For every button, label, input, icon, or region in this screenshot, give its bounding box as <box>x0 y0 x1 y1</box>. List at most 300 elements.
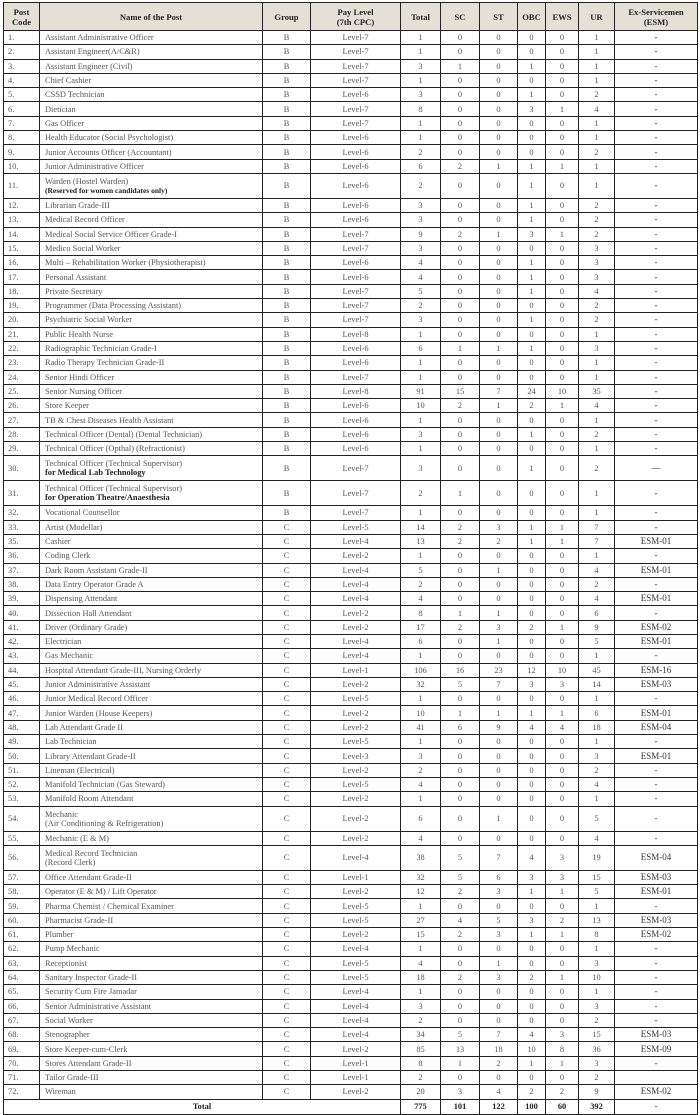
cell-obc: 1 <box>518 885 546 899</box>
cell-ur: 4 <box>579 284 615 298</box>
cell-post-code: 54. <box>4 806 40 831</box>
post-name-text: Dietician <box>45 104 76 114</box>
total-st: 122 <box>480 1099 518 1114</box>
table-row <box>4 284 698 298</box>
cell-obc: 3 <box>518 870 546 884</box>
cell-sc: 0 <box>441 806 480 831</box>
table-row <box>4 620 698 634</box>
cell-post-code: 49. <box>4 735 40 749</box>
cell-sc: 0 <box>441 985 480 999</box>
post-name-subtitle: for Operation Theatre/Anaesthesia <box>45 493 170 503</box>
cell-post-code: 71. <box>4 1071 40 1085</box>
cell-esm: - <box>615 270 698 284</box>
cell-post-code: 55. <box>4 831 40 845</box>
cell-st: 0 <box>480 999 518 1013</box>
cell-esm: - <box>615 792 698 806</box>
cell-post-name <box>40 999 263 1013</box>
cell-post-code: 4. <box>4 73 40 87</box>
cell-pay-level: Level-6 <box>311 173 401 198</box>
cell-ur: 1 <box>579 735 615 749</box>
post-name-text: Receptionist <box>45 958 87 968</box>
cell-pay-level: Level-2 <box>311 677 401 691</box>
table-row <box>4 256 698 270</box>
cell-esm: - <box>615 341 698 355</box>
cell-obc: 1 <box>518 427 546 441</box>
cell-pay-level: Level-7 <box>311 241 401 255</box>
cell-pay-level: Level-6 <box>311 159 401 173</box>
post-name-text: Senior Hindi Officer <box>45 372 115 382</box>
cell-ur: 1 <box>579 506 615 520</box>
cell-obc: 2 <box>518 970 546 984</box>
table-row <box>4 706 698 720</box>
cell-pay-level: Level-4 <box>311 845 401 870</box>
cell-post-name <box>40 198 263 212</box>
header-group: Group <box>263 3 311 31</box>
cell-sc: 0 <box>441 831 480 845</box>
cell-post-name <box>40 649 263 663</box>
cell-st: 0 <box>480 1013 518 1027</box>
table-row <box>4 942 698 956</box>
cell-ur: 1 <box>579 899 615 913</box>
cell-group: B <box>263 399 311 413</box>
cell-total: 4 <box>401 592 441 606</box>
table-row <box>4 399 698 413</box>
cell-st: 1 <box>480 227 518 241</box>
post-name-subtitle: for Medical Lab Technology <box>45 468 146 478</box>
cell-obc: 0 <box>518 999 546 1013</box>
cell-esm: - <box>615 327 698 341</box>
cell-esm: - <box>615 313 698 327</box>
cell-ur: 1 <box>579 649 615 663</box>
post-name-text: Multi – Rehabilitation Worker (Physiotherapist) <box>45 258 206 268</box>
cell-group: B <box>263 227 311 241</box>
cell-pay-level: Level-4 <box>311 1028 401 1042</box>
cell-obc: 0 <box>518 131 546 145</box>
cell-st: 0 <box>480 985 518 999</box>
table-row <box>4 413 698 427</box>
post-name-text: Librarian Grade-III <box>45 201 110 211</box>
post-name-subtitle: (Reserved for women candidates only) <box>45 185 168 195</box>
cell-ur: 2 <box>579 198 615 212</box>
cell-ur: 3 <box>579 999 615 1013</box>
cell-group: B <box>263 173 311 198</box>
cell-pay-level: Level-2 <box>311 720 401 734</box>
cell-group: C <box>263 720 311 734</box>
cell-st: 0 <box>480 59 518 73</box>
cell-ur: 1 <box>579 370 615 384</box>
cell-ews: 0 <box>546 131 579 145</box>
cell-ur: 4 <box>579 592 615 606</box>
cell-esm: ESM-03 <box>615 1028 698 1042</box>
table-row <box>4 145 698 159</box>
cell-post-name <box>40 327 263 341</box>
post-name-text: Medical Social Service Officer Grade-I <box>45 229 177 239</box>
cell-post-name <box>40 45 263 59</box>
table-row <box>4 506 698 520</box>
cell-ews: 1 <box>546 520 579 534</box>
cell-total: 41 <box>401 720 441 734</box>
cell-ur: 15 <box>579 870 615 884</box>
cell-group: B <box>263 427 311 441</box>
cell-pay-level: Level-7 <box>311 299 401 313</box>
cell-total: 2 <box>401 481 441 506</box>
cell-st: 3 <box>480 885 518 899</box>
cell-post-name <box>40 620 263 634</box>
cell-ur: 2 <box>579 577 615 591</box>
cell-post-name <box>40 481 263 506</box>
cell-ews: 0 <box>546 145 579 159</box>
cell-group: C <box>263 1028 311 1042</box>
cell-esm: ESM-04 <box>615 845 698 870</box>
cell-group: B <box>263 131 311 145</box>
cell-obc: 0 <box>518 241 546 255</box>
cell-esm: ESM-03 <box>615 913 698 927</box>
cell-ur: 35 <box>579 384 615 398</box>
cell-st: 0 <box>480 45 518 59</box>
cell-esm: ESM-02 <box>615 1085 698 1099</box>
cell-ews: 8 <box>546 1042 579 1056</box>
cell-st: 0 <box>480 735 518 749</box>
cell-total: 14 <box>401 520 441 534</box>
cell-sc: 0 <box>441 45 480 59</box>
cell-group: C <box>263 777 311 791</box>
cell-total: 85 <box>401 1042 441 1056</box>
cell-sc: 3 <box>441 1085 480 1099</box>
cell-pay-level: Level-2 <box>311 1042 401 1056</box>
cell-group: B <box>263 270 311 284</box>
cell-sc: 2 <box>441 520 480 534</box>
cell-pay-level: Level-5 <box>311 956 401 970</box>
cell-total: 1 <box>401 442 441 456</box>
cell-total: 1 <box>401 327 441 341</box>
cell-group: B <box>263 481 311 506</box>
cell-obc: 1 <box>518 520 546 534</box>
cell-st: 4 <box>480 1085 518 1099</box>
cell-pay-level: Level-2 <box>311 606 401 620</box>
table-row <box>4 749 698 763</box>
post-name-text: Medico Social Worker <box>45 244 121 253</box>
cell-post-code: 50. <box>4 749 40 763</box>
cell-st: 1 <box>480 956 518 970</box>
cell-post-name <box>40 59 263 73</box>
cell-post-name <box>40 777 263 791</box>
cell-sc: 16 <box>441 663 480 677</box>
cell-total: 1 <box>401 792 441 806</box>
cell-ur: 2 <box>579 88 615 102</box>
cell-ews: 0 <box>546 256 579 270</box>
cell-total: 91 <box>401 384 441 398</box>
cell-total: 2 <box>401 763 441 777</box>
cell-post-code: 18. <box>4 284 40 298</box>
table-row <box>4 899 698 913</box>
cell-st: 0 <box>480 942 518 956</box>
cell-pay-level: Level-4 <box>311 985 401 999</box>
cell-total: 1 <box>401 692 441 706</box>
cell-obc: 1 <box>518 256 546 270</box>
cell-ur: 1 <box>579 481 615 506</box>
cell-esm: ESM-01 <box>615 885 698 899</box>
table-row <box>4 481 698 506</box>
cell-ews: 4 <box>546 720 579 734</box>
cell-esm: - <box>615 213 698 227</box>
cell-esm: ESM-02 <box>615 620 698 634</box>
cell-obc: 0 <box>518 606 546 620</box>
cell-group: C <box>263 942 311 956</box>
cell-post-name <box>40 506 263 520</box>
cell-total: 4 <box>401 956 441 970</box>
cell-post-name <box>40 213 263 227</box>
cell-group: C <box>263 870 311 884</box>
cell-obc: 3 <box>518 913 546 927</box>
post-name-subtitle: (Air Conditioning & Refrigeration) <box>45 818 164 828</box>
cell-ur: 6 <box>579 706 615 720</box>
cell-ur: 1 <box>579 73 615 87</box>
cell-pay-level: Level-4 <box>311 592 401 606</box>
cell-ews: 0 <box>546 427 579 441</box>
cell-st: 0 <box>480 299 518 313</box>
cell-post-code: 20. <box>4 313 40 327</box>
cell-post-name <box>40 806 263 831</box>
cell-post-name <box>40 913 263 927</box>
cell-ur: 9 <box>579 1085 615 1099</box>
cell-total: 10 <box>401 399 441 413</box>
cell-pay-level: Level-7 <box>311 116 401 130</box>
cell-pay-level: Level-7 <box>311 506 401 520</box>
cell-st: 2 <box>480 1056 518 1070</box>
cell-ews: 0 <box>546 735 579 749</box>
table-row <box>4 313 698 327</box>
cell-ews: 0 <box>546 341 579 355</box>
cell-ur: 4 <box>579 102 615 116</box>
cell-group: C <box>263 592 311 606</box>
cell-total: 2 <box>401 577 441 591</box>
cell-total: 3 <box>401 88 441 102</box>
cell-ews: 2 <box>546 913 579 927</box>
cell-esm: ESM-09 <box>615 1042 698 1056</box>
cell-esm: - <box>615 131 698 145</box>
cell-post-name <box>40 145 263 159</box>
cell-esm: - <box>615 985 698 999</box>
cell-group: B <box>263 116 311 130</box>
table-row <box>4 677 698 691</box>
cell-ews: 0 <box>546 506 579 520</box>
cell-obc: 1 <box>518 173 546 198</box>
cell-sc: 0 <box>441 999 480 1013</box>
cell-ews: 0 <box>546 956 579 970</box>
cell-total: 3 <box>401 999 441 1013</box>
cell-total: 4 <box>401 256 441 270</box>
cell-sc: 0 <box>441 427 480 441</box>
cell-ur: 9 <box>579 620 615 634</box>
cell-group: C <box>263 845 311 870</box>
cell-esm: - <box>615 831 698 845</box>
cell-group: C <box>263 606 311 620</box>
cell-ews: 0 <box>546 59 579 73</box>
cell-total: 6 <box>401 634 441 648</box>
cell-obc: 0 <box>518 506 546 520</box>
cell-esm: - <box>615 777 698 791</box>
cell-sc: 0 <box>441 31 480 45</box>
cell-ews: 1 <box>546 102 579 116</box>
cell-post-name <box>40 241 263 255</box>
cell-sc: 0 <box>441 634 480 648</box>
cell-ur: 3 <box>579 749 615 763</box>
table-row <box>4 356 698 370</box>
table-row <box>4 577 698 591</box>
cell-pay-level: Level-6 <box>311 341 401 355</box>
cell-obc: 1 <box>518 213 546 227</box>
cell-ur: 1 <box>579 45 615 59</box>
cell-obc: 0 <box>518 370 546 384</box>
cell-obc: 0 <box>518 1071 546 1085</box>
cell-obc: 3 <box>518 227 546 241</box>
cell-group: B <box>263 384 311 398</box>
cell-total: 13 <box>401 534 441 548</box>
cell-group: B <box>263 59 311 73</box>
cell-post-name <box>40 592 263 606</box>
cell-ews: 0 <box>546 792 579 806</box>
cell-ur: 2 <box>579 1071 615 1085</box>
cell-sc: 0 <box>441 88 480 102</box>
cell-total: 3 <box>401 59 441 73</box>
cell-st: 0 <box>480 131 518 145</box>
cell-post-name <box>40 520 263 534</box>
cell-post-name <box>40 792 263 806</box>
cell-post-code: 72. <box>4 1085 40 1099</box>
cell-group: C <box>263 663 311 677</box>
cell-post-name <box>40 456 263 481</box>
cell-post-code: 22. <box>4 341 40 355</box>
cell-sc: 0 <box>441 256 480 270</box>
cell-ur: 1 <box>579 442 615 456</box>
cell-ews: 0 <box>546 456 579 481</box>
cell-ur: 2 <box>579 456 615 481</box>
cell-sc: 15 <box>441 384 480 398</box>
cell-obc: 0 <box>518 413 546 427</box>
table-row <box>4 692 698 706</box>
cell-post-code: 15. <box>4 241 40 255</box>
cell-post-code: 70. <box>4 1056 40 1070</box>
cell-ur: 2 <box>579 145 615 159</box>
cell-post-code: 36. <box>4 549 40 563</box>
cell-total: 5 <box>401 284 441 298</box>
post-name-text: Stores Attendant Grade-II <box>45 1058 132 1068</box>
cell-pay-level: Level-6 <box>311 256 401 270</box>
cell-total: 34 <box>401 1028 441 1042</box>
table-row <box>4 31 698 45</box>
cell-sc: 0 <box>441 131 480 145</box>
cell-post-name <box>40 706 263 720</box>
cell-post-code: 61. <box>4 928 40 942</box>
post-name-text: Social Worker <box>45 1015 93 1025</box>
cell-group: B <box>263 456 311 481</box>
cell-group: C <box>263 1071 311 1085</box>
table-row <box>4 442 698 456</box>
cell-ur: 3 <box>579 1056 615 1070</box>
cell-post-code: 3. <box>4 59 40 73</box>
cell-group: C <box>263 831 311 845</box>
cell-st: 0 <box>480 88 518 102</box>
cell-ur: 3 <box>579 341 615 355</box>
cell-total: 32 <box>401 677 441 691</box>
cell-post-name <box>40 985 263 999</box>
header-esm: Ex-Servicemen (ESM) <box>615 3 698 31</box>
cell-obc: 1 <box>518 341 546 355</box>
table-row <box>4 1056 698 1070</box>
cell-ews: 0 <box>546 592 579 606</box>
cell-group: B <box>263 159 311 173</box>
table-row <box>4 456 698 481</box>
cell-st: 0 <box>480 899 518 913</box>
cell-group: B <box>263 356 311 370</box>
cell-post-name <box>40 1056 263 1070</box>
header-ur: UR <box>579 3 615 31</box>
cell-ews: 0 <box>546 549 579 563</box>
cell-sc: 0 <box>441 456 480 481</box>
cell-group: C <box>263 806 311 831</box>
post-name-text: Assistant Engineer (Civil) <box>45 61 133 71</box>
cell-esm: ESM-01 <box>615 563 698 577</box>
cell-esm: - <box>615 370 698 384</box>
cell-obc: 0 <box>518 985 546 999</box>
cell-ews: 0 <box>546 806 579 831</box>
cell-ews: 0 <box>546 116 579 130</box>
cell-sc: 5 <box>441 1028 480 1042</box>
cell-post-code: 69. <box>4 1042 40 1056</box>
cell-pay-level: Level-7 <box>311 31 401 45</box>
cell-group: B <box>263 413 311 427</box>
cell-ews: 0 <box>546 999 579 1013</box>
cell-total: 8 <box>401 606 441 620</box>
cell-st: 0 <box>480 256 518 270</box>
cell-total: 4 <box>401 831 441 845</box>
cell-obc: 2 <box>518 399 546 413</box>
cell-group: C <box>263 913 311 927</box>
cell-sc: 4 <box>441 913 480 927</box>
cell-obc: 3 <box>518 102 546 116</box>
cell-post-name <box>40 606 263 620</box>
cell-ur: 2 <box>579 763 615 777</box>
cell-group: C <box>263 792 311 806</box>
cell-pay-level: Level-5 <box>311 913 401 927</box>
cell-post-name <box>40 370 263 384</box>
table-row <box>4 73 698 87</box>
cell-post-code: 64. <box>4 970 40 984</box>
cell-total: 9 <box>401 227 441 241</box>
cell-post-name <box>40 256 263 270</box>
cell-post-code: 14. <box>4 227 40 241</box>
post-name-text: Vocational Counsellor <box>45 508 120 518</box>
cell-post-name <box>40 749 263 763</box>
cell-pay-level: Level-6 <box>311 399 401 413</box>
cell-st: 0 <box>480 327 518 341</box>
cell-esm: - <box>615 649 698 663</box>
cell-ur: 36 <box>579 1042 615 1056</box>
cell-pay-level: Level-7 <box>311 370 401 384</box>
cell-esm: ESM-03 <box>615 870 698 884</box>
cell-st: 0 <box>480 442 518 456</box>
cell-group: B <box>263 241 311 255</box>
cell-esm: - <box>615 577 698 591</box>
cell-st: 0 <box>480 31 518 45</box>
cell-post-name <box>40 173 263 198</box>
cell-ur: 3 <box>579 256 615 270</box>
cell-pay-level: Level-6 <box>311 88 401 102</box>
cell-st: 0 <box>480 313 518 327</box>
cell-group: C <box>263 885 311 899</box>
cell-st: 0 <box>480 792 518 806</box>
cell-sc: 0 <box>441 313 480 327</box>
